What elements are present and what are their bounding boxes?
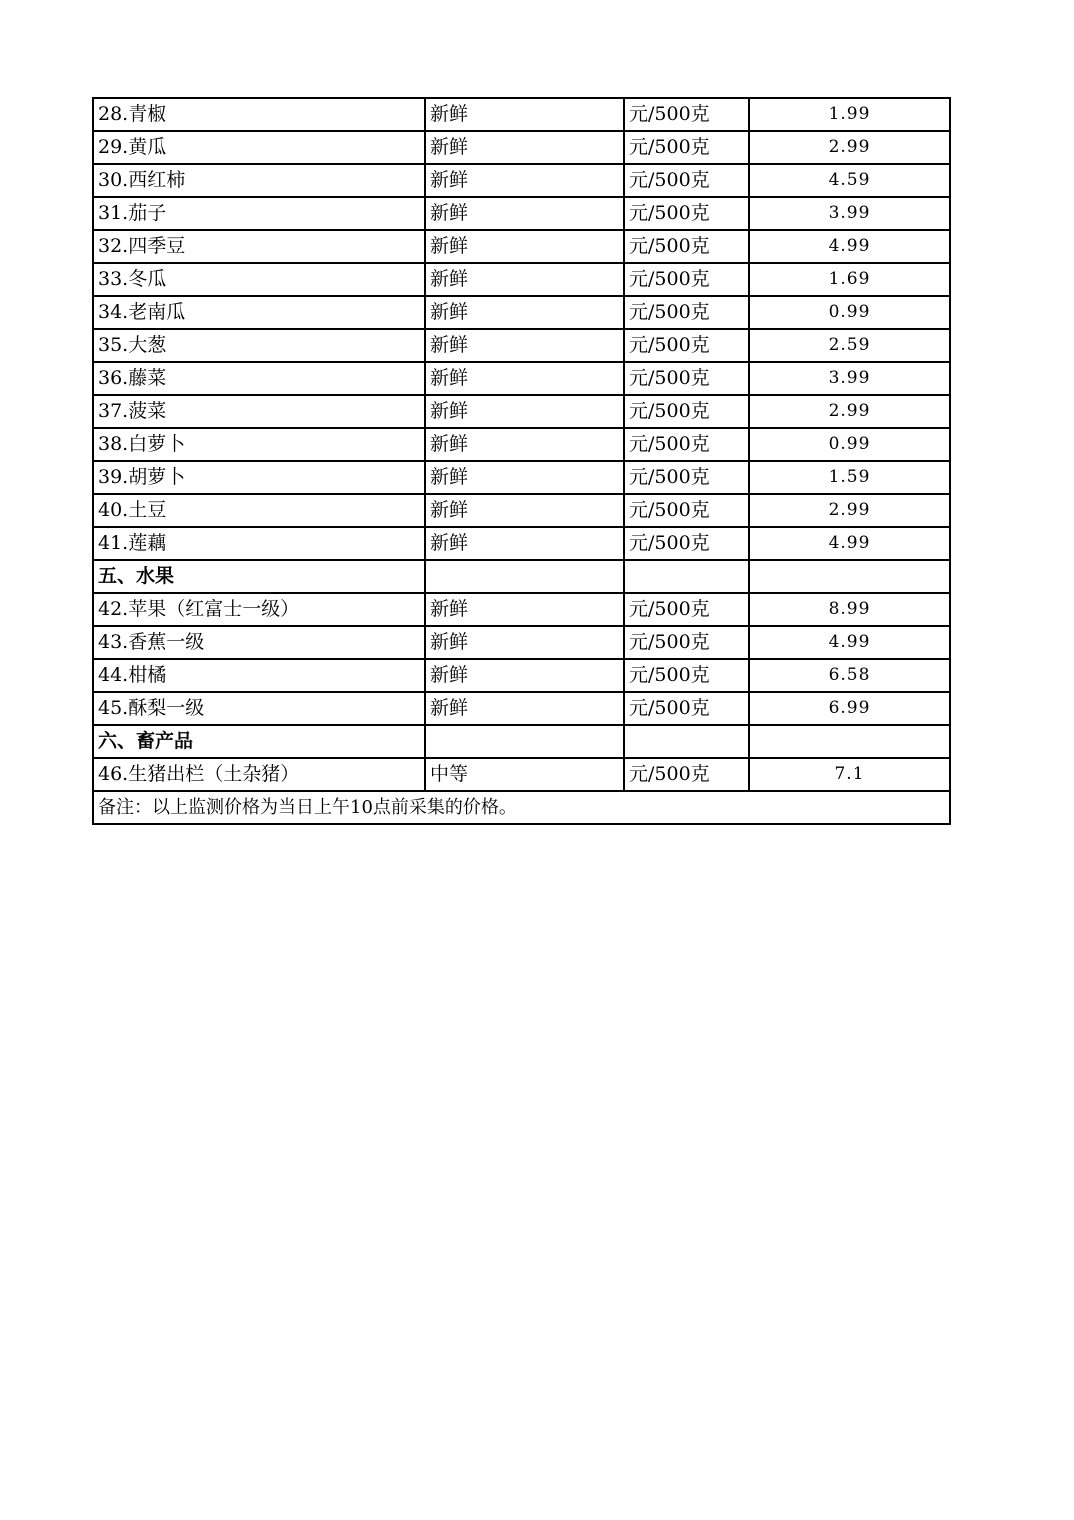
grade-cell: 新鲜 bbox=[425, 230, 624, 263]
table-row bbox=[93, 362, 950, 395]
price-cell: 4.99 bbox=[749, 230, 950, 263]
section-header-row bbox=[93, 560, 950, 593]
table-row bbox=[93, 395, 950, 428]
price-cell: 8.99 bbox=[749, 593, 950, 626]
price-cell: 1.69 bbox=[749, 263, 950, 296]
unit-cell: 元/500克 bbox=[624, 131, 749, 164]
price-cell bbox=[749, 725, 950, 758]
price-cell: 7.1 bbox=[749, 758, 950, 791]
price-cell: 2.99 bbox=[749, 131, 950, 164]
table-row bbox=[93, 494, 950, 527]
grade-cell: 新鲜 bbox=[425, 197, 624, 230]
unit-cell: 元/500克 bbox=[624, 626, 749, 659]
unit-cell: 元/500克 bbox=[624, 494, 749, 527]
grade-cell: 新鲜 bbox=[425, 593, 624, 626]
price-cell: 2.99 bbox=[749, 395, 950, 428]
table-row bbox=[93, 527, 950, 560]
unit-cell: 元/500克 bbox=[624, 230, 749, 263]
price-cell: 2.59 bbox=[749, 329, 950, 362]
grade-cell: 新鲜 bbox=[425, 263, 624, 296]
grade-cell: 新鲜 bbox=[425, 98, 624, 131]
table-row bbox=[93, 263, 950, 296]
grade-cell: 新鲜 bbox=[425, 428, 624, 461]
unit-cell: 元/500克 bbox=[624, 659, 749, 692]
product-name-cell: 五、水果 bbox=[93, 560, 425, 593]
unit-cell: 元/500克 bbox=[624, 395, 749, 428]
unit-cell: 元/500克 bbox=[624, 329, 749, 362]
table-body bbox=[93, 98, 950, 824]
product-name-cell: 35.大葱 bbox=[93, 329, 425, 362]
product-name-cell: 30.西红柿 bbox=[93, 164, 425, 197]
unit-cell: 元/500克 bbox=[624, 692, 749, 725]
product-name-cell: 42.苹果（红富士一级） bbox=[93, 593, 425, 626]
table-row bbox=[93, 659, 950, 692]
unit-cell: 元/500克 bbox=[624, 296, 749, 329]
product-name-cell: 29.黄瓜 bbox=[93, 131, 425, 164]
product-name-cell: 46.生猪出栏（土杂猪） bbox=[93, 758, 425, 791]
grade-cell: 新鲜 bbox=[425, 164, 624, 197]
grade-cell: 新鲜 bbox=[425, 494, 624, 527]
price-cell: 0.99 bbox=[749, 428, 950, 461]
table-row bbox=[93, 296, 950, 329]
price-cell: 6.58 bbox=[749, 659, 950, 692]
price-cell bbox=[749, 560, 950, 593]
table-row bbox=[93, 98, 950, 131]
grade-cell: 新鲜 bbox=[425, 527, 624, 560]
unit-cell: 元/500克 bbox=[624, 527, 749, 560]
unit-cell: 元/500克 bbox=[624, 461, 749, 494]
product-name-cell: 34.老南瓜 bbox=[93, 296, 425, 329]
section-header-row bbox=[93, 725, 950, 758]
table-row bbox=[93, 758, 950, 791]
unit-cell: 元/500克 bbox=[624, 593, 749, 626]
unit-cell: 元/500克 bbox=[624, 197, 749, 230]
table-row bbox=[93, 692, 950, 725]
table-row bbox=[93, 197, 950, 230]
product-name-cell: 37.菠菜 bbox=[93, 395, 425, 428]
product-name-cell: 六、畜产品 bbox=[93, 725, 425, 758]
table-row bbox=[93, 230, 950, 263]
note-row bbox=[93, 791, 950, 824]
table-row bbox=[93, 626, 950, 659]
product-name-cell: 45.酥梨一级 bbox=[93, 692, 425, 725]
remark-note: 备注：以上监测价格为当日上午10点前采集的价格。 bbox=[93, 791, 950, 824]
product-name-cell: 44.柑橘 bbox=[93, 659, 425, 692]
price-table bbox=[92, 97, 951, 825]
price-cell: 4.59 bbox=[749, 164, 950, 197]
product-name-cell: 36.藤菜 bbox=[93, 362, 425, 395]
price-cell: 4.99 bbox=[749, 626, 950, 659]
grade-cell: 新鲜 bbox=[425, 461, 624, 494]
unit-cell bbox=[624, 725, 749, 758]
grade-cell: 中等 bbox=[425, 758, 624, 791]
unit-cell: 元/500克 bbox=[624, 758, 749, 791]
product-name-cell: 39.胡萝卜 bbox=[93, 461, 425, 494]
grade-cell: 新鲜 bbox=[425, 296, 624, 329]
product-name-cell: 32.四季豆 bbox=[93, 230, 425, 263]
price-cell: 4.99 bbox=[749, 527, 950, 560]
price-cell: 0.99 bbox=[749, 296, 950, 329]
unit-cell: 元/500克 bbox=[624, 164, 749, 197]
product-name-cell: 31.茄子 bbox=[93, 197, 425, 230]
grade-cell: 新鲜 bbox=[425, 692, 624, 725]
product-name-cell: 41.莲藕 bbox=[93, 527, 425, 560]
grade-cell bbox=[425, 725, 624, 758]
price-cell: 3.99 bbox=[749, 197, 950, 230]
grade-cell bbox=[425, 560, 624, 593]
price-cell: 6.99 bbox=[749, 692, 950, 725]
price-cell: 1.99 bbox=[749, 98, 950, 131]
grade-cell: 新鲜 bbox=[425, 659, 624, 692]
grade-cell: 新鲜 bbox=[425, 362, 624, 395]
unit-cell bbox=[624, 560, 749, 593]
product-name-cell: 33.冬瓜 bbox=[93, 263, 425, 296]
table-row bbox=[93, 164, 950, 197]
unit-cell: 元/500克 bbox=[624, 98, 749, 131]
product-name-cell: 38.白萝卜 bbox=[93, 428, 425, 461]
product-name-cell: 28.青椒 bbox=[93, 98, 425, 131]
unit-cell: 元/500克 bbox=[624, 428, 749, 461]
product-name-cell: 40.土豆 bbox=[93, 494, 425, 527]
price-cell: 3.99 bbox=[749, 362, 950, 395]
grade-cell: 新鲜 bbox=[425, 131, 624, 164]
table-row bbox=[93, 428, 950, 461]
grade-cell: 新鲜 bbox=[425, 329, 624, 362]
product-name-cell: 43.香蕉一级 bbox=[93, 626, 425, 659]
table-row bbox=[93, 329, 950, 362]
table-row bbox=[93, 131, 950, 164]
table-row bbox=[93, 461, 950, 494]
price-cell: 1.59 bbox=[749, 461, 950, 494]
price-cell: 2.99 bbox=[749, 494, 950, 527]
grade-cell: 新鲜 bbox=[425, 395, 624, 428]
unit-cell: 元/500克 bbox=[624, 362, 749, 395]
grade-cell: 新鲜 bbox=[425, 626, 624, 659]
unit-cell: 元/500克 bbox=[624, 263, 749, 296]
table-row bbox=[93, 593, 950, 626]
